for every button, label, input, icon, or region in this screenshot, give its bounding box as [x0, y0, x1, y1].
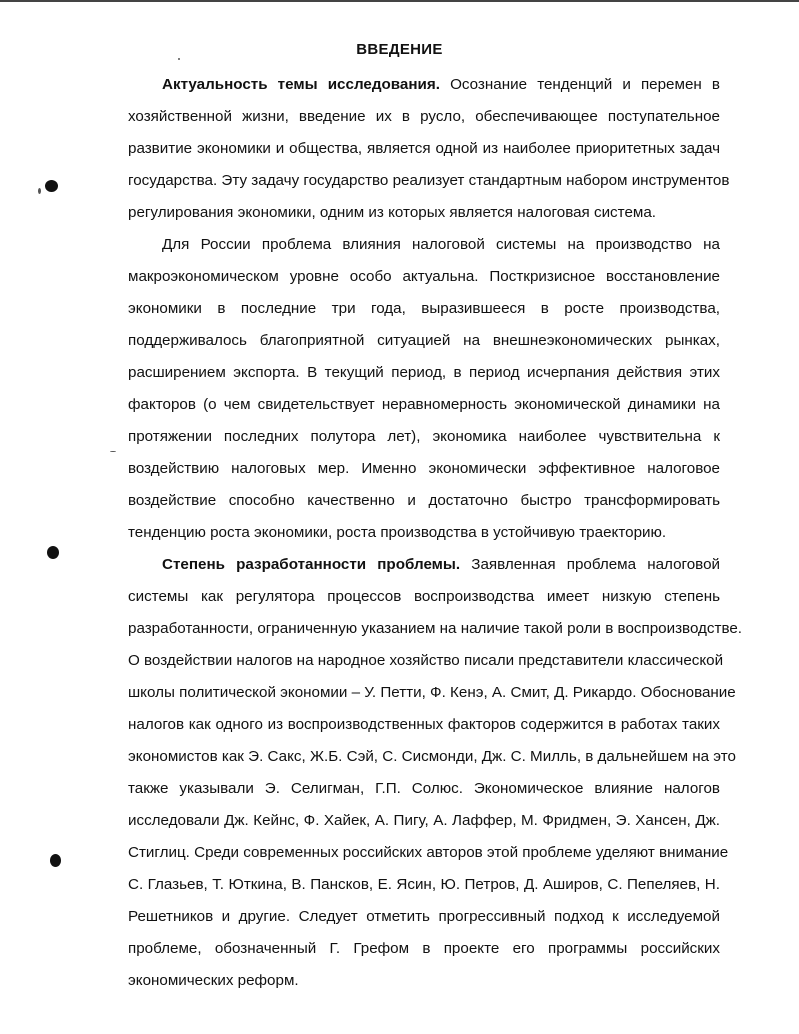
text-line: развитие экономики и общества, является одной из наиболее приоритетных задач	[128, 140, 720, 157]
text-line: хозяйственной жизни, введение их в русло, обеспечивающее поступательное	[128, 108, 720, 125]
paragraph-heading: Актуальность темы исследования.	[162, 76, 440, 93]
text-line: тенденцию роста экономики, роста производства в устойчивую траекторию.	[128, 524, 667, 541]
text-line: факторов (о чем свидетельствует неравномерность экономической динамики на	[128, 396, 720, 413]
text-line: воздействие способно качественно и достаточно быстро трансформировать	[128, 492, 720, 509]
text-line: экономических реформ.	[128, 972, 299, 989]
page-title: ВВЕДЕНИЕ	[356, 41, 443, 58]
page-top-rule	[0, 0, 799, 2]
text-line: О воздействии налогов на народное хозяйство писали представители классической	[128, 652, 724, 669]
text-line: Для России проблема влияния налоговой системы на производство на	[162, 236, 720, 253]
text-line: протяжении последних полутора лет), экономика наиболее чувствительна к	[128, 428, 720, 445]
text-line: Стиглиц. Среди современных российских авторов этой проблеме уделяют внимание	[128, 844, 729, 861]
paragraph-text: Осознание тенденций и перемен в	[439, 76, 720, 93]
text-line: С. Глазьев, Т. Юткина, В. Пансков, Е. Ясин, Ю. Петров, Д. Аширов, С. Пепеляев, Н.	[128, 876, 720, 893]
text-line: системы как регулятора процессов воспроизводства имеет низкую степень	[128, 588, 720, 605]
punch-hole-blot	[50, 854, 61, 867]
text-line: поддерживалось благоприятной ситуацией на внешнеэкономических рынках,	[128, 332, 720, 349]
text-line: также указывали Э. Селигман, Г.П. Солюс. Экономическое влияние налогов	[128, 780, 720, 797]
text-line	[162, 555, 720, 575]
text-line: налогов как одного из воспроизводственных факторов содержится в работах таких	[128, 716, 720, 733]
text-line: регулирования экономики, одним из которых является налоговая система.	[128, 204, 656, 221]
paragraph-heading: Степень разработанности проблемы.	[162, 556, 461, 573]
punch-hole-blot	[47, 546, 59, 559]
text-line: исследовали Дж. Кейнс, Ф. Хайек, А. Пигу, А. Лаффер, М. Фридмен, Э. Хансен, Дж.	[128, 812, 720, 829]
scan-speck	[38, 188, 41, 194]
paragraph-text: Заявленная проблема налоговой	[460, 556, 720, 573]
scan-speck	[110, 451, 116, 452]
scan-speck	[178, 58, 180, 60]
text-line: экономистов как Э. Сакс, Ж.Б. Сэй, С. Сисмонди, Дж. С. Милль, в дальнейшем на это	[128, 748, 736, 765]
punch-hole-blot	[45, 180, 58, 192]
text-line: макроэкономическом уровне особо актуальна. Посткризисное восстановление	[128, 268, 720, 285]
text-line: проблеме, обозначенный Г. Грефом в проекте его программы российских	[128, 940, 720, 957]
text-line: экономики в последние три года, выразившееся в росте производства,	[128, 300, 720, 317]
text-line: разработанности, ограниченную указанием на наличие такой роли в воспроизводстве.	[128, 620, 743, 637]
text-line: школы политической экономии – У. Петти, Ф. Кенэ, А. Смит, Д. Рикардо. Обоснование	[128, 684, 736, 701]
text-line: воздействию налоговых мер. Именно экономически эффективное налоговое	[128, 460, 720, 477]
text-line: государства. Эту задачу государство реализует стандартным набором инструментов	[128, 172, 730, 189]
text-line	[162, 75, 720, 95]
text-line: расширением экспорта. В текущий период, в период исчерпания действия этих	[128, 364, 720, 381]
text-line: Решетников и другие. Следует отметить прогрессивный подход к исследуемой	[128, 908, 720, 925]
